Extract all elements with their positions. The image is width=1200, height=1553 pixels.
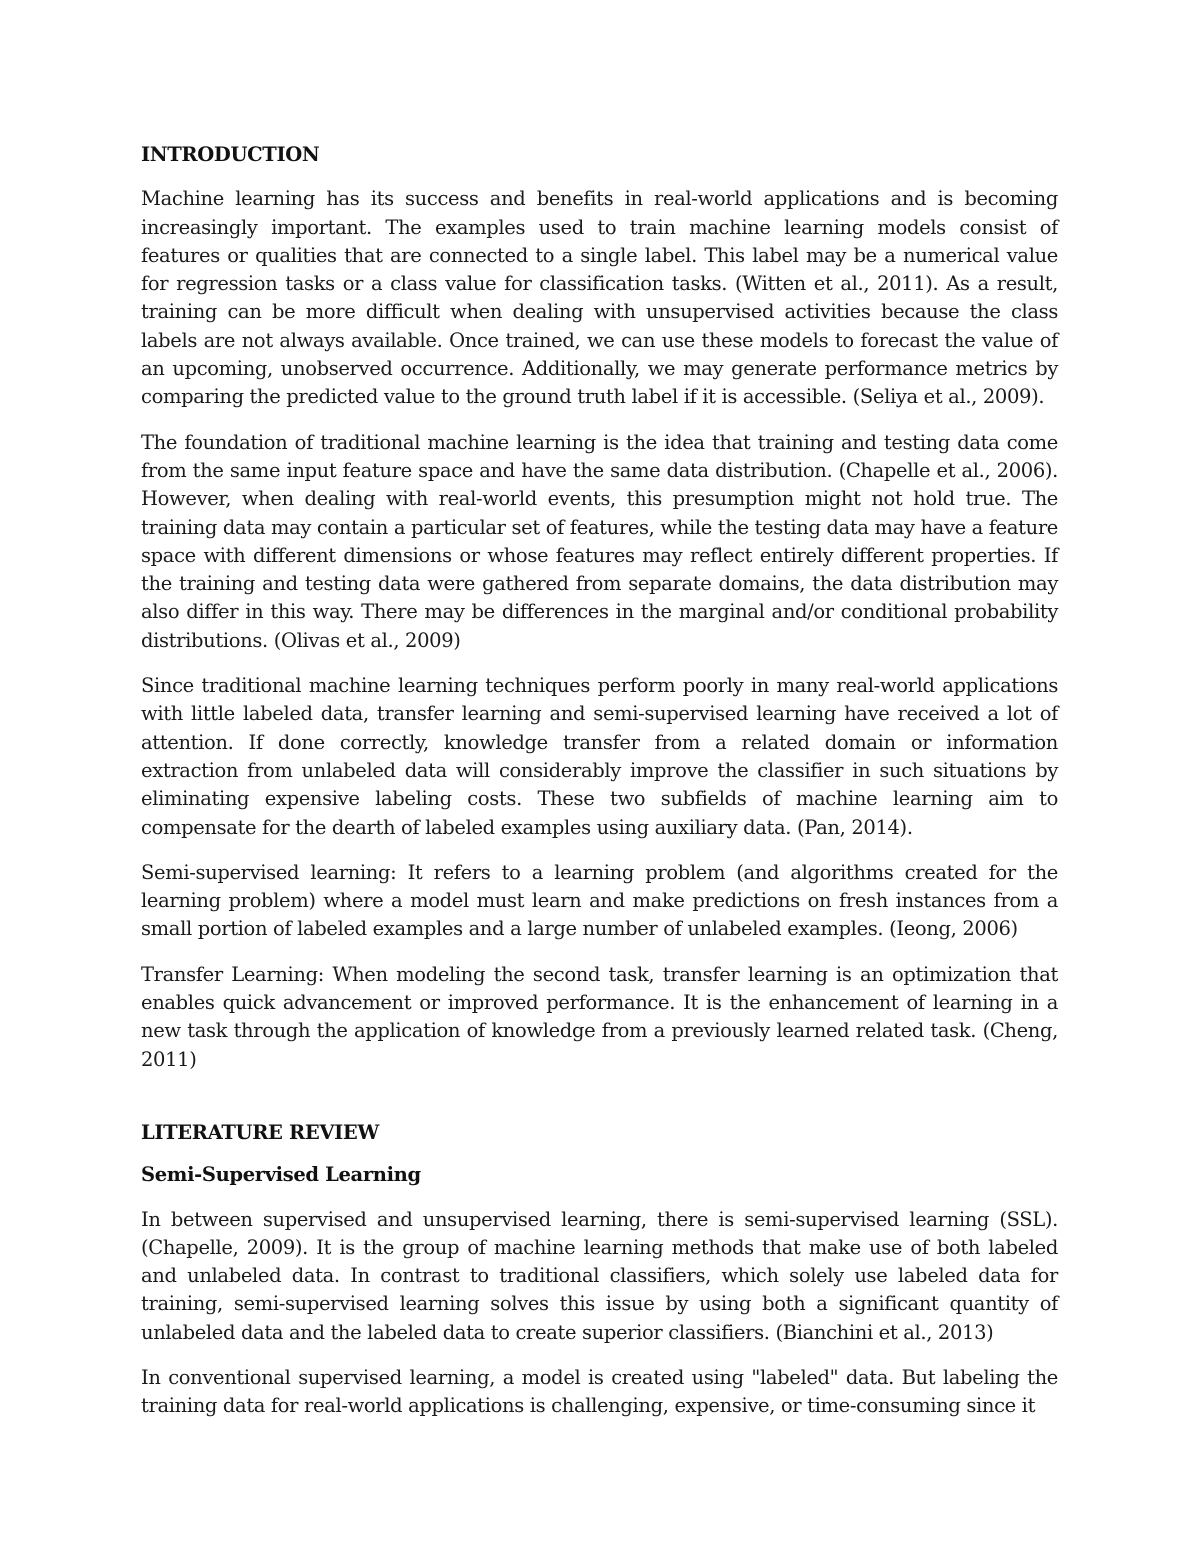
document-body: [141, 141, 1058, 1438]
intro-paragraph-5: Transfer Learning: When modeling the second task, transfer learning is an optimization that enables quick advancement or improved performance. It is the enhancement of learning in a new task through the application of knowledge from a previously learned related task. (Cheng, 2011): [141, 962, 1058, 1071]
intro-paragraph-4: Semi-supervised learning: It refers to a learning problem (and algorithms created for the learning problem) where a model must learn and make predictions on fresh instances from a small portion of labeled examples and a large number of unlabeled examples. (Ieong, 2006): [141, 860, 1058, 941]
semi-supervised-subheading: Semi-Supervised Learning: [141, 1163, 421, 1187]
intro-paragraph-2: The foundation of traditional machine learning is the idea that training and testing data come from the same input feature space and have the same data distribution. (Chapelle et al., 2006). However, when dealing with real-world events, this presumption might not hold true. The training data may contain a particular set of features, while the testing data may have a feature space with different dimensions or whose features may reflect entirely different properties. If the training and testing data were gathered from separate domains, the data distribution may also differ in this way. There may be differences in the marginal and/or conditional probability distributions. (Olivas et al., 2009): [141, 430, 1058, 652]
literature-review-heading: LITERATURE REVIEW: [141, 1120, 379, 1144]
introduction-heading: INTRODUCTION: [141, 143, 320, 166]
ssl-paragraph-2: In conventional supervised learning, a model is created using "labeled" data. But labeling the training data for real-world applications is challenging, expensive, or time-consuming since it: [141, 1365, 1058, 1418]
intro-paragraph-3: Since traditional machine learning techniques perform poorly in many real-world applications with little labeled data, transfer learning and semi-supervised learning have received a lot of attention. If done correctly, knowledge transfer from a related domain or information extraction from unlabeled data will considerably improve the classifier in such situations by eliminating expensive labeling costs. These two subfields of machine learning aim to compensate for the dearth of labeled examples using auxiliary data. (Pan, 2014).: [141, 674, 1058, 839]
intro-paragraph-1: Machine learning has its success and benefits in real-world applications and is becoming increasingly important. The examples used to train machine learning models consist of features or qualities that are connected to a single label. This label may be a numerical value for regression tasks or a class value for classification tasks. (Witten et al., 2011). As a result, training can be more difficult when dealing with unsupervised activities because the class labels are not always available. Once trained, we can use these models to forecast the value of an upcoming, unobserved occurrence. Additionally, we may generate performance metrics by comparing the predicted value to the ground truth label if it is accessible. (Seliya et al., 2009).: [141, 187, 1058, 409]
ssl-paragraph-1: In between supervised and unsupervised learning, there is semi-supervised learning (SSL). (Chapelle, 2009). It is the group of machine learning methods that make use of both labeled and unlabeled data. In contrast to traditional classifiers, which solely use labeled data for training, semi-supervised learning solves this issue by using both a significant quantity of unlabeled data and the labeled data to create superior classifiers. (Bianchini et al., 2013): [141, 1207, 1058, 1344]
